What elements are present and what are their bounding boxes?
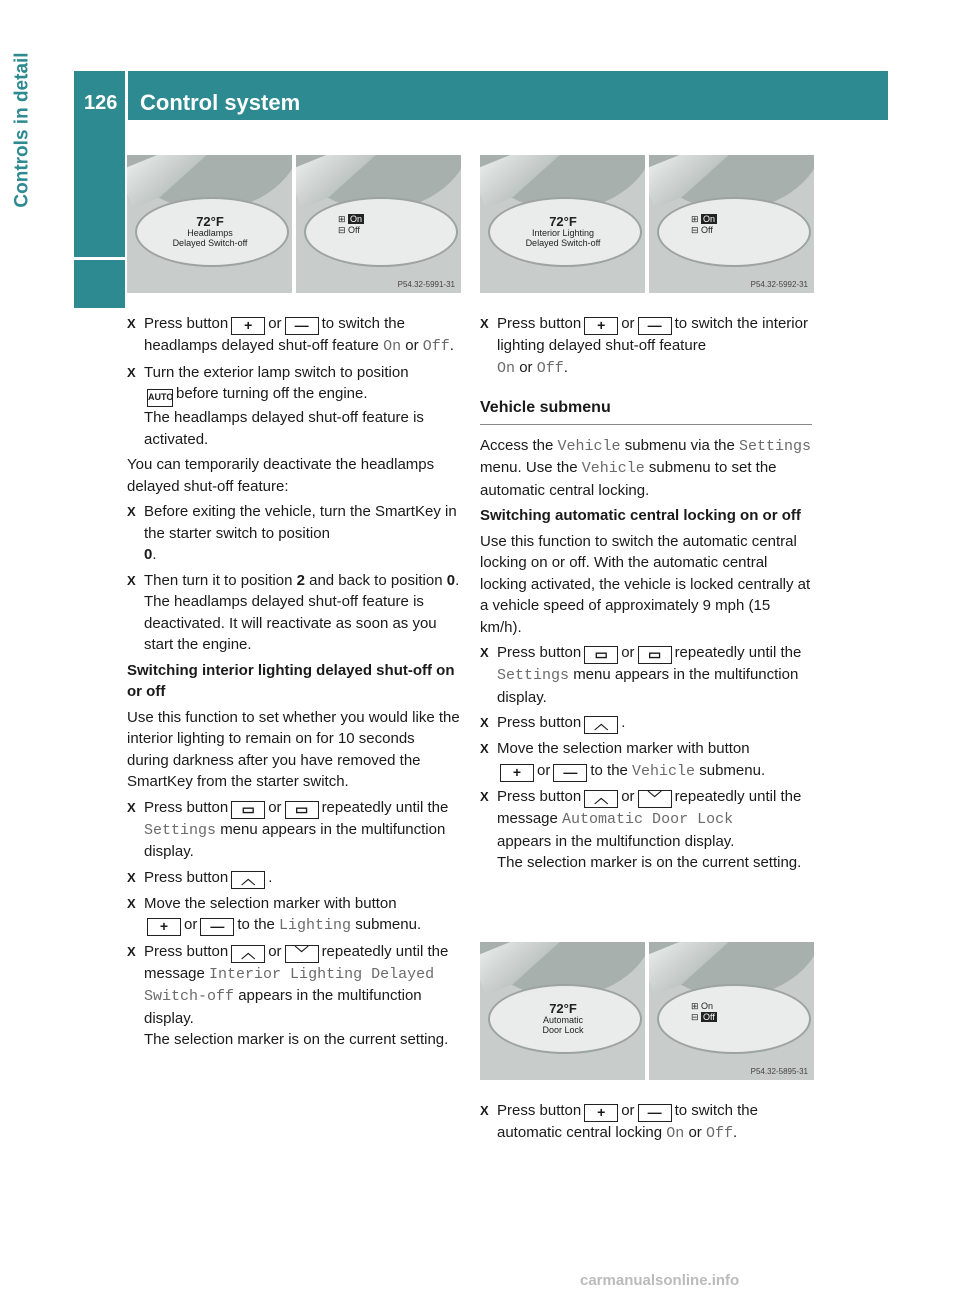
up-key-icon: ︿ bbox=[231, 945, 265, 963]
up-key-icon: ︿ bbox=[584, 716, 618, 734]
menu-fwd-key-icon: ▭ bbox=[638, 646, 672, 664]
plus-key-icon: + bbox=[147, 918, 181, 936]
paragraph: Use this function to set whether you would like the interior lighting to remain on for 10 seconds during darkness after you have removed the SmartKey from the starter switch. bbox=[127, 708, 460, 790]
right-column bbox=[480, 313, 812, 878]
step: X Move the selection marker with button + or — to the Vehicle submenu. bbox=[480, 738, 812, 782]
header-divider bbox=[125, 71, 128, 120]
option-on: On bbox=[350, 214, 363, 224]
step: X Press button + or — to switch the interior lighting delayed shut-off feature On or Off. bbox=[480, 313, 812, 379]
step: X Press button ︿ . bbox=[480, 712, 812, 734]
minus-key-icon: — bbox=[200, 918, 234, 936]
step: X Then turn it to position 2 and back to position 0. The headlamps delayed shut-off feature is deactivated. It will reactivate as soon as you start the engine. bbox=[127, 570, 460, 656]
watermark: carmanualsonline.info bbox=[580, 1272, 740, 1289]
minus-key-icon: — bbox=[638, 317, 672, 335]
option-on: On bbox=[703, 214, 716, 224]
up-key-icon: ︿ bbox=[584, 790, 618, 808]
step: X Press button ︿ or ﹀ repeatedly until the message Interior Lighting Delayed Switch-off appears in the multifunction display. The selection marker is on the current setting. bbox=[127, 941, 460, 1051]
minus-key-icon: — bbox=[285, 317, 319, 335]
display-panel-left bbox=[480, 942, 645, 1080]
option-on: On bbox=[701, 1001, 714, 1011]
sub-heading: Switching automatic central locking on or off bbox=[480, 507, 801, 524]
display-panel-right: ⊞ On ⊟ Off P54.32-5895-31 bbox=[649, 942, 814, 1080]
menu-back-key-icon: ▭ bbox=[584, 646, 618, 664]
right-column-bottom bbox=[480, 1100, 812, 1149]
step: X Press button + or — to switch the headlamps delayed shut-off feature On or Off. bbox=[127, 313, 460, 358]
display-temp: 72°F bbox=[196, 213, 224, 229]
option-off: Off bbox=[348, 225, 360, 235]
display-panel-left bbox=[480, 155, 645, 293]
side-divider bbox=[74, 257, 125, 260]
auto-icon: AUTO bbox=[147, 389, 173, 407]
page-number: 126 bbox=[84, 92, 118, 114]
option-off: Off bbox=[703, 1012, 715, 1022]
side-label-text: Controls in detail bbox=[11, 52, 33, 208]
figure-door-lock bbox=[480, 942, 814, 1080]
step: X Turn the exterior lamp switch to position AUTO before turning off the engine. The headlamps delayed shut-off feature is activated. bbox=[127, 362, 460, 451]
down-key-icon: ﹀ bbox=[638, 790, 672, 808]
step: X Press button ▭ or ▭ repeatedly until the Settings menu appears in the multifunction display. bbox=[480, 642, 812, 708]
step: X Press button ▭ or ▭ repeatedly until the Settings menu appears in the multifunction display. bbox=[127, 797, 460, 863]
figure-headlamps bbox=[127, 155, 461, 293]
display-line1: Interior Lighting bbox=[531, 227, 595, 238]
minus-key-icon: — bbox=[638, 1104, 672, 1122]
down-key-icon: ﹀ bbox=[285, 945, 319, 963]
step: X Press button + or — to switch the automatic central locking On or Off. bbox=[480, 1100, 812, 1145]
section-heading: Vehicle submenu bbox=[480, 397, 812, 425]
display-temp: 72°F bbox=[549, 1000, 577, 1016]
display-line1: Automatic bbox=[542, 1014, 584, 1025]
figure-interior-lighting bbox=[480, 155, 814, 293]
sub-heading: Switching interior lighting delayed shut-off on or off bbox=[127, 661, 455, 700]
page-title: Control system bbox=[140, 90, 301, 115]
plus-key-icon: + bbox=[500, 764, 534, 782]
step: X Move the selection marker with button + or — to the Lighting submenu. bbox=[127, 893, 460, 937]
figure-ref: P54.32-5992-31 bbox=[750, 280, 808, 289]
step: X Press button ︿ or ﹀ repeatedly until the message Automatic Door Lock appears in the multifunction display. The selection marker is on the current setting. bbox=[480, 786, 812, 874]
plus-key-icon: + bbox=[584, 1104, 618, 1122]
up-key-icon: ︿ bbox=[231, 871, 265, 889]
step: X Before exiting the vehicle, turn the SmartKey in the starter switch to position 0. bbox=[127, 501, 460, 566]
menu-fwd-key-icon: ▭ bbox=[285, 801, 319, 819]
display-line2: Door Lock bbox=[542, 1024, 584, 1035]
display-line1: Headlamps bbox=[187, 227, 233, 238]
display-panel-right: ⊞ On ⊟ Off P54.32-5992-31 bbox=[649, 155, 814, 293]
paragraph: Access the Vehicle submenu via the Settings menu. Use the Vehicle submenu to set the automatic central locking. bbox=[480, 436, 811, 499]
display-line2: Delayed Switch-off bbox=[172, 237, 248, 248]
plus-key-icon: + bbox=[231, 317, 265, 335]
paragraph: Use this function to switch the automatic central locking on or off. With the automatic central locking activated, the vehicle is locked centrally at a vehicle speed of approximately 9 mph (15 km/h). bbox=[480, 532, 811, 636]
figure-ref: P54.32-5895-31 bbox=[750, 1067, 808, 1076]
option-off: Off bbox=[701, 225, 713, 235]
step: X Press button ︿ . bbox=[127, 867, 460, 889]
display-panel-right: ⊞ On ⊟ Off P54.32-5991-31 bbox=[296, 155, 461, 293]
side-tab bbox=[74, 120, 125, 308]
menu-back-key-icon: ▭ bbox=[231, 801, 265, 819]
display-panel-left bbox=[127, 155, 292, 293]
plus-key-icon: + bbox=[584, 317, 618, 335]
figure-ref: P54.32-5991-31 bbox=[397, 280, 455, 289]
minus-key-icon: — bbox=[553, 764, 587, 782]
display-temp: 72°F bbox=[549, 213, 577, 229]
left-column bbox=[127, 313, 460, 1055]
paragraph: You can temporarily deactivate the headlamps delayed shut-off feature: bbox=[127, 456, 435, 495]
display-line2: Delayed Switch-off bbox=[525, 237, 601, 248]
